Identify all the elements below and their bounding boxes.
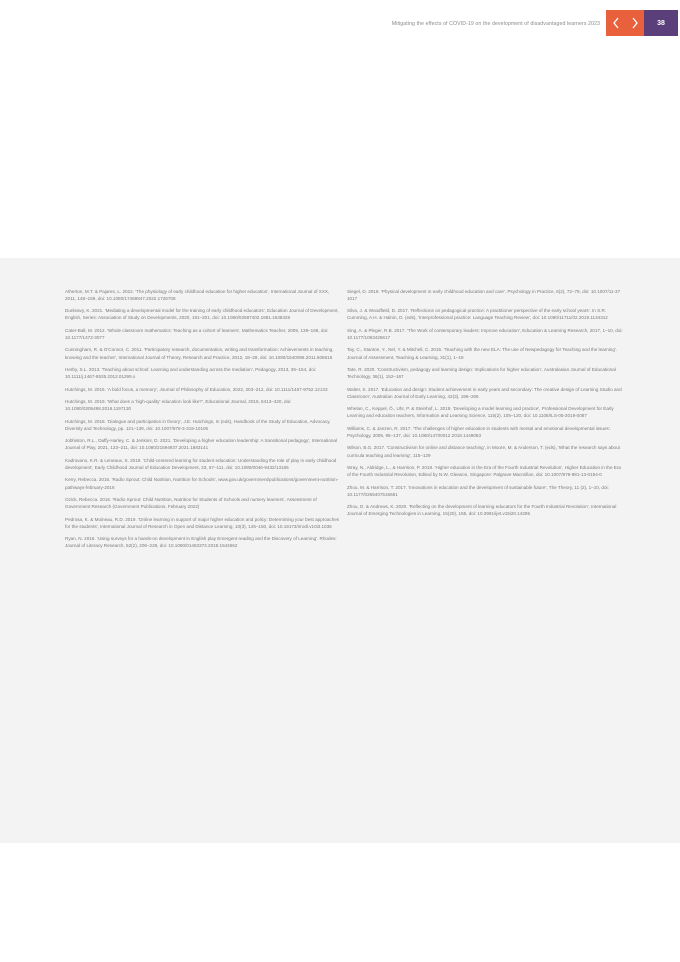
- reference-entry: Zhou, M. & Harrison, T. 2017. 'Innovations in education and the development of sustainable future', The Theory, 11 (2), 1–10, doi: 10.1177/0265407516681: [347, 484, 609, 497]
- reference-entry: Sing, A. & Pleger, R.B. 2017. 'The Work of contemporary leaders: Improve education', Education & Learning Research, 2017, 1–10, doi: 10.1177/1063426617: [347, 327, 623, 340]
- reference-entry: Cater-Ball, M. 2012. 'Whole classroom mathematics: Teaching as a cohort of learners', Mathematics Teacher, 2009, 139–168, doi: 10.1177/1472-3077: [65, 327, 329, 340]
- references-right-column: [347, 283, 623, 523]
- reference-entry: Hutchings, M. 2019. 'What does a 'high-quality' education look like?', Educational Journal, 2016, 6413–420, doi: 10.1080/0305498.2016.1197130: [65, 398, 292, 412]
- reference-entry: Whelan, C., Keppel, Ö., Uhr, P. & Steinhof, L. 2019. 'Developing a model learning and practice', Professional Development for Early Learning and education teachers, Information and Learning Science, 115(2), 105–120, doi: 10.1108/ILS-05-2019-0087: [347, 406, 614, 419]
- reference-entry: Wray, N., Aldridge, L., & Harrison, P. 2018. 'Higher education in the Era of the Fourth Industrial Revolution', Higher Education in the Era of the Fourth Industrial Revolution, Edited by N.W. Gleason, Singapore: Palgrave Macmillan, doi: 10.1007/978-981-13-0194-0: [347, 464, 621, 478]
- reference-entry: Ozick, Rebecca. 2016. 'Radio Sprout: Child Nutrition, Nutrition for Students of Schools and nursery learners', Assessment of Government Research (Government Publications, February 2022): [65, 496, 317, 510]
- previous-page-button[interactable]: [606, 10, 625, 36]
- reference-entry: Zhou, D. & Andrews, K. 2020. 'Reflecting on the development of learning educators for the Fourth Industrial Revolution', International Journal of Emerging Technologies in Learning, 15(20), 155, doi: 10.3991/ijet.v15i20.14295: [347, 504, 617, 517]
- reference-entry: Pedrosa, K. & Moineau, R.D. 2019. 'Online learning in support of major higher education and policy: Determining your best approaches for the students', International Journal of Research in Open and Distance Learning, 10(3), 145–150, doi: 10.19173/irrodl.v10i3.1035: [65, 516, 340, 529]
- reference-entry: Kadrovano, K.R. & Leneaux, S. 2019. 'Child-centered learning for student education: Understanding the role of play in early childhood development', Early Childhood Journal of Education Development, 23, 67–111, doi: 10.1080/0046-9432/13186: [65, 457, 337, 470]
- references-left-column: [65, 283, 341, 555]
- reference-entry: Atherton, M.T. & Pajares, L. 2022. 'The physiology of early childhood education for higher education', International Journal of XXX, 2011, 148–159, doi: 10.1080/17469847.2022.1726708: [65, 288, 330, 301]
- references-panel: [0, 258, 680, 843]
- reference-entry: Williams, C. & Janzen, R. 2017. 'The challenges of higher education in students with mental and emotional developmental issues'. Psychology, 2005, 95–137, doi: 10.1080/14700012.2018.1449083: [347, 425, 611, 438]
- reference-entry: Siegel, D. 2019. 'Physical development in early childhood education and care', Psychology in Practice, 6(2), 72–79, doi: 10.1007/11-37 1017: [347, 288, 621, 301]
- reference-entry: Cunningham, R. & O'Connor, C. 2011. 'Participatory research, documentation, writing and transformation: Achievements in teaching, knowing and the teacher', International Journal of Theory, Research and Practice, 2012, 18–29, doi: 10.1080/1540096.2011.608616: [65, 347, 334, 360]
- reference-entry: Walter, S. 2017. 'Education and design: Student achievement in early years and secondary: The creative design of Learning Studio and Classroom', Australian Journal of Early Learning, 42(3), 196–206: [347, 386, 622, 399]
- reference-entry: Hutchings, M. 2016. 'A bold focus, a memory', Journal of Philosophy of Education, 2022, 203–212, doi: 10.1111/1467-9752.12133: [65, 386, 328, 392]
- reference-entry: Tate, R. 2020. 'Constructivism, pedagogy and learning design: Implications for higher education', Australasian Journal of Educational Technology, 36(1), 152–167: [347, 366, 616, 380]
- running-header-title: Mitigating the effects of COVID-19 on the development of disadvantaged learners 2023: [391, 21, 600, 27]
- reference-entry: Wilson, B.G. 2017. 'Constructivism for online and distance teaching', in Moore, M. & Anderson, T. (eds), 'What the research says about curricula teaching and learning', 115–129: [347, 445, 620, 458]
- reference-entry: Jobhiston, R.L., Daffy-Harley, C. & Jenkins, D. 2021. 'Developing a higher education leadership: A transitional pedagogy', International Journal of Play, 2021, 133–211, doi: 10.1080/21594937.2021.1883141: [65, 438, 338, 451]
- chevron-left-icon: [611, 16, 621, 30]
- reference-entry: Dunleavy, K. 2021. 'Mediating a developmental model for the training of early childhood educators', Education Journal of Development, English, Series: Association of Study on Developments, 2020, 191–201, doi: 10.1080/02587402.1981.1638328: [65, 308, 339, 321]
- page-navigation: [606, 10, 678, 36]
- chevron-right-icon: [630, 16, 640, 30]
- next-page-button[interactable]: [625, 10, 644, 36]
- reference-entry: Tay, C., Stanton, Y., Nel, Y. & Mitchell, C. 2015. 'Teaching with the new ELA: The use of Newpedagogy for Teaching and the learning'. Journal of Assessment, Teaching & Learning, 31(1), 1–18: [347, 347, 618, 360]
- reference-entry: Kerry, Rebecca. 2016. 'Radio Sprout: Child Nutrition, Nutrition for Schools', www.gov.uk/government/publications/government-nutrition-pathways-february-2016: [65, 477, 339, 490]
- reference-entry: Herby, S.L. 2013. 'Teaching about school: Learning and understanding across the mediation', Pedagogy, 2013, 36–154, doi: 10.1111/j.1467-8535.2012.01299.x: [65, 366, 317, 380]
- reference-entry: Hutchings, M. 2018. 'Dialogue and participation in theory', J.E. Hutchings, In (eds), Handbook of the Study of Education, Advocacy, Diversity and Technology, pp. 121–139, doi: 10.1007/978-3-319-10106: [65, 418, 331, 431]
- reference-entry: Silva, J. & Woodfield, D. 2017. 'Reflections on pedagogical practice: A practitioner perspective of the early school years'. In S.R. Cumming, A.H. & Halnin, D. (eds), 'Interprofessional practice: Language Teaching Review', doi: 10.1080/11711/02.2019.1134312: [347, 308, 608, 321]
- page-number-badge: 38: [644, 10, 678, 36]
- reference-entry: Ryan, N. 2016. 'Using surveys for a hands-on development in English play Emergent reading and the Discovery of Learning'. Rhodes: Journal of Literacy Research, 52(2), 206–228, doi: 10.1080/01463373.2018.1544562: [65, 536, 337, 549]
